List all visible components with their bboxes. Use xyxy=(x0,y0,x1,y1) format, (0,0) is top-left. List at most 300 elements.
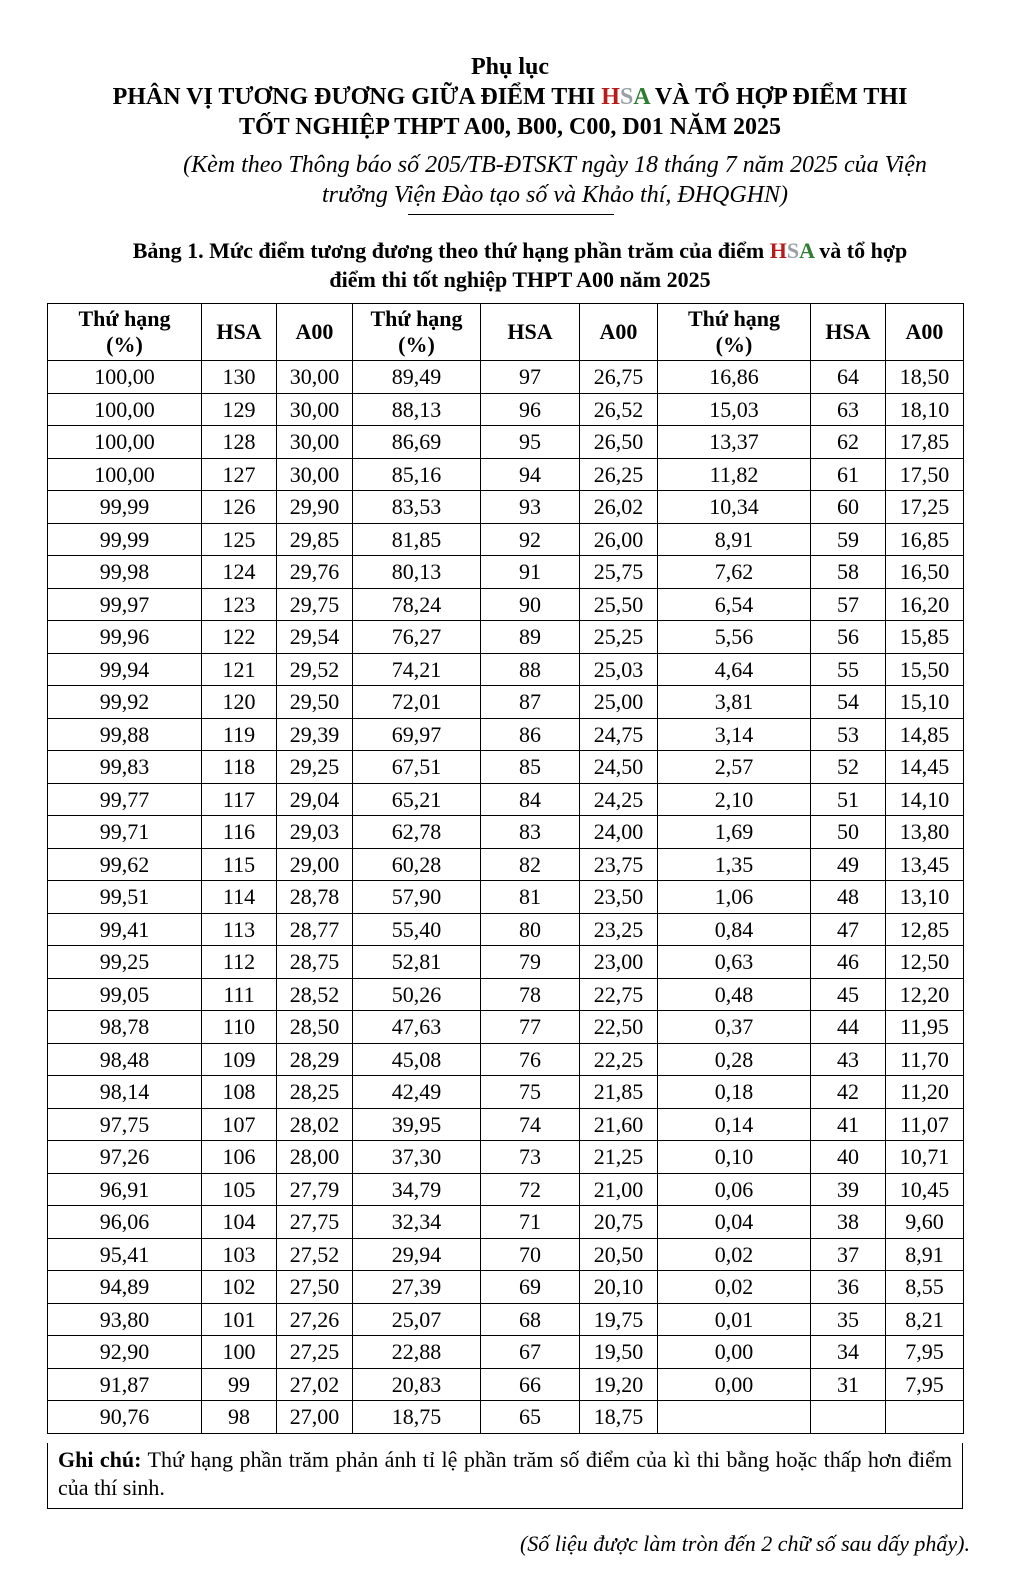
table-cell: 102 xyxy=(202,1271,277,1304)
table-cell: 81,85 xyxy=(353,523,481,556)
table-cell: 18,50 xyxy=(886,361,964,394)
table-cell: 99,51 xyxy=(48,881,202,914)
table-cell: 121 xyxy=(202,653,277,686)
table-cell: 28,50 xyxy=(277,1011,353,1044)
table-cell: 25,50 xyxy=(580,588,658,621)
table-cell: 7,95 xyxy=(886,1336,964,1369)
table-cell: 111 xyxy=(202,978,277,1011)
table-cell: 26,75 xyxy=(580,361,658,394)
table-cell: 35 xyxy=(811,1303,886,1336)
table-cell: 114 xyxy=(202,881,277,914)
table-row xyxy=(48,1043,964,1076)
table-cell: 99,98 xyxy=(48,556,202,589)
table-cell: 39,95 xyxy=(353,1108,481,1141)
table-cell: 19,50 xyxy=(580,1336,658,1369)
table-cell: 83 xyxy=(481,816,580,849)
table-cell: 11,07 xyxy=(886,1108,964,1141)
table-cell: 80,13 xyxy=(353,556,481,589)
table-cell: 90,76 xyxy=(48,1401,202,1434)
col-header-rank: Thứ hạng (%) xyxy=(353,304,481,361)
table-row xyxy=(48,1238,964,1271)
table-cell: 45,08 xyxy=(353,1043,481,1076)
table-cell: 107 xyxy=(202,1108,277,1141)
table-cell: 78,24 xyxy=(353,588,481,621)
table-cell: 100,00 xyxy=(48,458,202,491)
table-cell: 37 xyxy=(811,1238,886,1271)
table-cell: 105 xyxy=(202,1173,277,1206)
table-cell: 56 xyxy=(811,621,886,654)
table-cell: 19,75 xyxy=(580,1303,658,1336)
table-cell: 118 xyxy=(202,751,277,784)
table-cell: 94,89 xyxy=(48,1271,202,1304)
table-cell: 99,41 xyxy=(48,913,202,946)
table-cell: 27,75 xyxy=(277,1206,353,1239)
table-cell: 95 xyxy=(481,426,580,459)
table-row xyxy=(48,1368,964,1401)
rounding-footnote: (Số liệu được làm tròn đến 2 chữ số sau dấy phẩy). xyxy=(519,1531,970,1556)
table-cell: 93,80 xyxy=(48,1303,202,1336)
document-title-line1: PHÂN VỊ TƯƠNG ĐƯƠNG GIỮA ĐIỂM THI HSA VÀ TỔ HỢP ĐIỂM THI xyxy=(112,84,908,110)
divider xyxy=(408,214,614,215)
table-cell: 64 xyxy=(811,361,886,394)
table-cell: 98,78 xyxy=(48,1011,202,1044)
table-cell: 1,69 xyxy=(658,816,811,849)
table-row xyxy=(48,783,964,816)
table-cell: 87 xyxy=(481,686,580,719)
table-cell: 25,07 xyxy=(353,1303,481,1336)
table-cell: 24,25 xyxy=(580,783,658,816)
table-cell: 99,96 xyxy=(48,621,202,654)
table-cell: 99,25 xyxy=(48,946,202,979)
table-cell: 19,20 xyxy=(580,1368,658,1401)
table-cell: 98,14 xyxy=(48,1076,202,1109)
table-cell: 26,25 xyxy=(580,458,658,491)
table-cell: 29,90 xyxy=(277,491,353,524)
table-cell: 15,10 xyxy=(886,686,964,719)
table-cell: 113 xyxy=(202,913,277,946)
table-cell: 11,82 xyxy=(658,458,811,491)
table-cell: 28,77 xyxy=(277,913,353,946)
col-header-a00: A00 xyxy=(277,304,353,361)
table-cell: 39 xyxy=(811,1173,886,1206)
table-cell: 26,00 xyxy=(580,523,658,556)
document-title-line2: TỐT NGHIỆP THPT A00, B00, C00, D01 NĂM 2025 xyxy=(238,114,782,140)
table-cell: 0,06 xyxy=(658,1173,811,1206)
table-row xyxy=(48,848,964,881)
table-cell: 46 xyxy=(811,946,886,979)
table-cell: 16,85 xyxy=(886,523,964,556)
table-row xyxy=(48,426,964,459)
table-cell: 92,90 xyxy=(48,1336,202,1369)
table-cell: 12,20 xyxy=(886,978,964,1011)
col-header-rank: Thứ hạng (%) xyxy=(658,304,811,361)
table-cell: 70 xyxy=(481,1238,580,1271)
table-cell: 12,85 xyxy=(886,913,964,946)
table-cell: 27,52 xyxy=(277,1238,353,1271)
table-cell: 2,57 xyxy=(658,751,811,784)
table-cell: 29,00 xyxy=(277,848,353,881)
table-cell: 99 xyxy=(202,1368,277,1401)
table-cell: 28,52 xyxy=(277,978,353,1011)
table-cell: 0,00 xyxy=(658,1368,811,1401)
table-cell: 69 xyxy=(481,1271,580,1304)
table-cell: 3,14 xyxy=(658,718,811,751)
table-cell: 86,69 xyxy=(353,426,481,459)
table-cell: 125 xyxy=(202,523,277,556)
col-header-hsa: HSA xyxy=(481,304,580,361)
table-cell: 29,03 xyxy=(277,816,353,849)
table-cell: 71 xyxy=(481,1206,580,1239)
table-cell: 67,51 xyxy=(353,751,481,784)
col-header-hsa: HSA xyxy=(202,304,277,361)
table-cell: 3,81 xyxy=(658,686,811,719)
table-cell: 57,90 xyxy=(353,881,481,914)
table-cell: 92 xyxy=(481,523,580,556)
table-row xyxy=(48,1173,964,1206)
table-cell: 21,60 xyxy=(580,1108,658,1141)
table-cell: 52 xyxy=(811,751,886,784)
table-cell: 85,16 xyxy=(353,458,481,491)
table-cell: 40 xyxy=(811,1141,886,1174)
table-cell: 24,50 xyxy=(580,751,658,784)
table-cell: 36 xyxy=(811,1271,886,1304)
table-cell: 91,87 xyxy=(48,1368,202,1401)
table-cell: 17,50 xyxy=(886,458,964,491)
table-cell: 89,49 xyxy=(353,361,481,394)
table-cell: 86 xyxy=(481,718,580,751)
table-cell: 29,04 xyxy=(277,783,353,816)
table-cell: 17,25 xyxy=(886,491,964,524)
table-cell: 8,91 xyxy=(886,1238,964,1271)
col-header-hsa: HSA xyxy=(811,304,886,361)
table-cell: 88,13 xyxy=(353,393,481,426)
table-cell: 29,50 xyxy=(277,686,353,719)
table-cell: 30,00 xyxy=(277,361,353,394)
table-cell: 23,50 xyxy=(580,881,658,914)
table-cell: 57 xyxy=(811,588,886,621)
table-cell: 99,99 xyxy=(48,491,202,524)
table-cell: 27,79 xyxy=(277,1173,353,1206)
table-row xyxy=(48,913,964,946)
table-cell: 48 xyxy=(811,881,886,914)
table-cell: 24,75 xyxy=(580,718,658,751)
table-cell: 10,45 xyxy=(886,1173,964,1206)
table-cell: 27,50 xyxy=(277,1271,353,1304)
table-cell: 72 xyxy=(481,1173,580,1206)
table-cell: 7,62 xyxy=(658,556,811,589)
table-cell: 29,85 xyxy=(277,523,353,556)
table-cell: 28,75 xyxy=(277,946,353,979)
table-cell: 97,26 xyxy=(48,1141,202,1174)
table-cell: 25,03 xyxy=(580,653,658,686)
table-cell: 66 xyxy=(481,1368,580,1401)
table-row xyxy=(48,361,964,394)
table-cell: 25,00 xyxy=(580,686,658,719)
table-cell: 120 xyxy=(202,686,277,719)
table-cell: 18,75 xyxy=(353,1401,481,1434)
table-cell: 0,00 xyxy=(658,1336,811,1369)
table-header-row xyxy=(48,304,964,361)
table-cell xyxy=(811,1401,886,1434)
table-cell: 99,99 xyxy=(48,523,202,556)
table-row xyxy=(48,1271,964,1304)
table-row xyxy=(48,881,964,914)
table-cell: 11,95 xyxy=(886,1011,964,1044)
table-cell: 11,20 xyxy=(886,1076,964,1109)
table-cell: 108 xyxy=(202,1076,277,1109)
table-cell: 10,71 xyxy=(886,1141,964,1174)
table-row xyxy=(48,1108,964,1141)
table-cell: 54 xyxy=(811,686,886,719)
table-cell: 14,10 xyxy=(886,783,964,816)
table-row xyxy=(48,751,964,784)
table-cell: 23,75 xyxy=(580,848,658,881)
table-cell: 28,29 xyxy=(277,1043,353,1076)
table-cell: 98 xyxy=(202,1401,277,1434)
table-cell: 88 xyxy=(481,653,580,686)
percentile-table xyxy=(47,303,964,1434)
table-cell: 10,34 xyxy=(658,491,811,524)
table-cell: 15,03 xyxy=(658,393,811,426)
note-label: Ghi chú: xyxy=(58,1447,142,1472)
table-cell: 0,14 xyxy=(658,1108,811,1141)
table-cell: 72,01 xyxy=(353,686,481,719)
subtitle-line1: (Kèm theo Thông báo số 205/TB-ĐTSKT ngày 18 tháng 7 năm 2025 của Viện xyxy=(183,152,927,178)
table-row xyxy=(48,458,964,491)
table-cell: 89 xyxy=(481,621,580,654)
table-cell: 99,77 xyxy=(48,783,202,816)
table-cell: 28,02 xyxy=(277,1108,353,1141)
table-cell: 69,97 xyxy=(353,718,481,751)
table-cell: 96,06 xyxy=(48,1206,202,1239)
table-cell: 94 xyxy=(481,458,580,491)
col-header-a00: A00 xyxy=(886,304,964,361)
table-cell: 29,39 xyxy=(277,718,353,751)
table-cell: 93 xyxy=(481,491,580,524)
table-cell: 47,63 xyxy=(353,1011,481,1044)
table-cell: 20,50 xyxy=(580,1238,658,1271)
table-cell: 51 xyxy=(811,783,886,816)
table-row xyxy=(48,393,964,426)
table-cell: 22,75 xyxy=(580,978,658,1011)
table-caption-line1: Bảng 1. Mức điểm tương đương theo thứ hạng phần trăm của điểm HSA và tổ hợp xyxy=(132,238,908,263)
table-cell: 99,92 xyxy=(48,686,202,719)
table-cell: 29,25 xyxy=(277,751,353,784)
table-cell: 74,21 xyxy=(353,653,481,686)
table-cell: 0,04 xyxy=(658,1206,811,1239)
table-cell: 83,53 xyxy=(353,491,481,524)
table-cell: 96 xyxy=(481,393,580,426)
table-cell: 27,00 xyxy=(277,1401,353,1434)
table-cell: 0,01 xyxy=(658,1303,811,1336)
table-cell: 77 xyxy=(481,1011,580,1044)
table-cell: 129 xyxy=(202,393,277,426)
table-row xyxy=(48,1303,964,1336)
subtitle-line2: trưởng Viện Đào tạo số và Khảo thí, ĐHQGHN) xyxy=(321,182,789,208)
table-cell: 20,10 xyxy=(580,1271,658,1304)
table-cell: 25,25 xyxy=(580,621,658,654)
table-cell: 21,85 xyxy=(580,1076,658,1109)
table-cell: 126 xyxy=(202,491,277,524)
table-cell: 50,26 xyxy=(353,978,481,1011)
table-cell: 68 xyxy=(481,1303,580,1336)
table-cell: 78 xyxy=(481,978,580,1011)
col-header-a00: A00 xyxy=(580,304,658,361)
table-cell: 45 xyxy=(811,978,886,1011)
table-cell: 104 xyxy=(202,1206,277,1239)
table-cell: 117 xyxy=(202,783,277,816)
table-cell: 20,83 xyxy=(353,1368,481,1401)
table-cell: 22,25 xyxy=(580,1043,658,1076)
table-cell: 90 xyxy=(481,588,580,621)
table-cell: 76,27 xyxy=(353,621,481,654)
table-cell: 123 xyxy=(202,588,277,621)
table-row xyxy=(48,1401,964,1434)
table-cell: 21,25 xyxy=(580,1141,658,1174)
table-cell: 99,05 xyxy=(48,978,202,1011)
table-cell: 29,94 xyxy=(353,1238,481,1271)
table-row xyxy=(48,978,964,1011)
table-cell: 18,75 xyxy=(580,1401,658,1434)
table-cell: 82 xyxy=(481,848,580,881)
table-cell: 0,10 xyxy=(658,1141,811,1174)
table-cell: 22,88 xyxy=(353,1336,481,1369)
table-cell: 100 xyxy=(202,1336,277,1369)
table-row xyxy=(48,621,964,654)
table-cell: 38 xyxy=(811,1206,886,1239)
table-row xyxy=(48,523,964,556)
table-row xyxy=(48,1206,964,1239)
table-cell: 29,54 xyxy=(277,621,353,654)
table-cell: 9,60 xyxy=(886,1206,964,1239)
table-cell: 23,00 xyxy=(580,946,658,979)
table-cell: 128 xyxy=(202,426,277,459)
table-cell: 130 xyxy=(202,361,277,394)
table-cell: 13,80 xyxy=(886,816,964,849)
table-cell: 4,64 xyxy=(658,653,811,686)
table-cell: 25,75 xyxy=(580,556,658,589)
table-cell: 13,37 xyxy=(658,426,811,459)
table-row xyxy=(48,1076,964,1109)
table-cell: 5,56 xyxy=(658,621,811,654)
table-cell: 7,95 xyxy=(886,1368,964,1401)
table-cell: 85 xyxy=(481,751,580,784)
table-cell: 34 xyxy=(811,1336,886,1369)
table-cell: 59 xyxy=(811,523,886,556)
table-cell: 0,48 xyxy=(658,978,811,1011)
table-cell: 21,00 xyxy=(580,1173,658,1206)
table-cell: 112 xyxy=(202,946,277,979)
table-cell: 49 xyxy=(811,848,886,881)
table-cell: 17,85 xyxy=(886,426,964,459)
note-text: Thứ hạng phần trăm phản ánh tỉ lệ phần trăm số điểm của kì thi bằng hoặc thấp hơn điểm của thí sinh. xyxy=(58,1447,952,1500)
table-cell: 6,54 xyxy=(658,588,811,621)
table-cell: 29,52 xyxy=(277,653,353,686)
table-cell: 32,34 xyxy=(353,1206,481,1239)
table-cell: 8,21 xyxy=(886,1303,964,1336)
table-cell: 14,85 xyxy=(886,718,964,751)
table-cell: 26,02 xyxy=(580,491,658,524)
table-cell: 65,21 xyxy=(353,783,481,816)
table-cell: 109 xyxy=(202,1043,277,1076)
table-cell: 16,86 xyxy=(658,361,811,394)
table-cell: 0,28 xyxy=(658,1043,811,1076)
table-cell: 31 xyxy=(811,1368,886,1401)
table-cell: 12,50 xyxy=(886,946,964,979)
table-cell: 13,45 xyxy=(886,848,964,881)
table-cell: 16,20 xyxy=(886,588,964,621)
table-cell: 99,97 xyxy=(48,588,202,621)
table-row xyxy=(48,1011,964,1044)
table-cell: 20,75 xyxy=(580,1206,658,1239)
table-cell: 30,00 xyxy=(277,426,353,459)
table-cell: 26,52 xyxy=(580,393,658,426)
table-cell: 26,50 xyxy=(580,426,658,459)
table-cell: 42,49 xyxy=(353,1076,481,1109)
table-cell: 100,00 xyxy=(48,361,202,394)
table-cell: 52,81 xyxy=(353,946,481,979)
table-cell: 98,48 xyxy=(48,1043,202,1076)
table-cell: 44 xyxy=(811,1011,886,1044)
table-cell: 15,85 xyxy=(886,621,964,654)
table-cell: 24,00 xyxy=(580,816,658,849)
table-cell: 23,25 xyxy=(580,913,658,946)
table-cell: 42 xyxy=(811,1076,886,1109)
table-cell: 43 xyxy=(811,1043,886,1076)
table-cell: 99,88 xyxy=(48,718,202,751)
table-cell: 63 xyxy=(811,393,886,426)
table-cell: 18,10 xyxy=(886,393,964,426)
table-cell: 8,91 xyxy=(658,523,811,556)
table-cell: 60,28 xyxy=(353,848,481,881)
table-cell: 55,40 xyxy=(353,913,481,946)
table-cell: 99,83 xyxy=(48,751,202,784)
table-cell: 116 xyxy=(202,816,277,849)
table-row xyxy=(48,718,964,751)
table-cell: 119 xyxy=(202,718,277,751)
table-row xyxy=(48,588,964,621)
table-cell: 29,76 xyxy=(277,556,353,589)
table-cell: 27,39 xyxy=(353,1271,481,1304)
table-cell: 99,94 xyxy=(48,653,202,686)
table-cell: 47 xyxy=(811,913,886,946)
table-cell: 100,00 xyxy=(48,393,202,426)
table-cell: 124 xyxy=(202,556,277,589)
table-row xyxy=(48,946,964,979)
table-cell: 62 xyxy=(811,426,886,459)
table-cell: 0,02 xyxy=(658,1238,811,1271)
table-cell: 97 xyxy=(481,361,580,394)
table-cell: 1,35 xyxy=(658,848,811,881)
table-row xyxy=(48,816,964,849)
table-cell: 101 xyxy=(202,1303,277,1336)
table-cell: 76 xyxy=(481,1043,580,1076)
table-cell: 30,00 xyxy=(277,458,353,491)
table-cell: 127 xyxy=(202,458,277,491)
table-cell: 75 xyxy=(481,1076,580,1109)
table-cell: 11,70 xyxy=(886,1043,964,1076)
table-cell: 61 xyxy=(811,458,886,491)
table-note xyxy=(47,1443,963,1509)
table-cell: 16,50 xyxy=(886,556,964,589)
hsa-logo-text: HSA xyxy=(769,238,814,263)
table-cell: 28,78 xyxy=(277,881,353,914)
table-cell xyxy=(886,1401,964,1434)
table-cell: 29,75 xyxy=(277,588,353,621)
table-cell: 95,41 xyxy=(48,1238,202,1271)
table-cell: 0,84 xyxy=(658,913,811,946)
table-cell: 0,18 xyxy=(658,1076,811,1109)
